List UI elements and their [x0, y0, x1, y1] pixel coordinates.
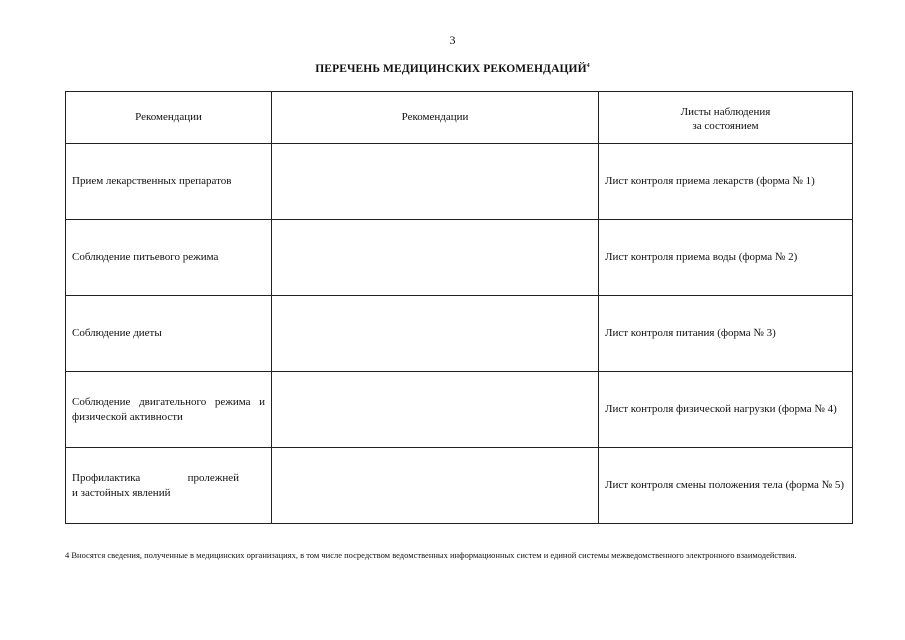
header-recommendations: Рекомендации: [66, 92, 272, 144]
recommendations-table: [65, 91, 853, 524]
details-cell: [272, 372, 599, 448]
table-row: [66, 144, 853, 220]
recommendation-cell: Прием лекарственных препаратов: [66, 144, 272, 220]
recommendation-cell: Соблюдение двигательного режима и физической активности: [66, 372, 272, 448]
details-cell: [272, 144, 599, 220]
details-cell: [272, 296, 599, 372]
details-cell: [272, 220, 599, 296]
title-footnote-mark: 4: [586, 63, 590, 70]
table-row: [66, 448, 853, 524]
table-header-row: [66, 92, 853, 144]
observation-sheet-cell: Лист контроля приема воды (форма № 2): [599, 220, 853, 296]
header-recommendations-details: Рекомендации: [272, 92, 599, 144]
table-row: [66, 296, 853, 372]
table-row: [66, 372, 853, 448]
header-observation-sheets-line1: Листы наблюдения: [680, 105, 771, 118]
observation-sheet-cell: Лист контроля физической нагрузки (форма № 4): [599, 372, 853, 448]
details-cell: [272, 448, 599, 524]
observation-sheet-cell: Лист контроля смены положения тела (форма № 5): [599, 448, 853, 524]
recommendation-line: Профилактика пролежней: [72, 471, 239, 484]
recommendation-line: и застойных явлений: [72, 486, 171, 499]
recommendation-cell: Соблюдение питьевого режима: [66, 220, 272, 296]
page-number: 3: [449, 33, 456, 47]
recommendation-cell: Соблюдение диеты: [66, 296, 272, 372]
recommendation-cell: [66, 448, 272, 524]
header-observation-sheets-line2: за состоянием: [692, 119, 759, 132]
header-observation-sheets: [599, 92, 853, 144]
table-row: [66, 220, 853, 296]
page-title-text: ПЕРЕЧЕНЬ МЕДИЦИНСКИХ РЕКОМЕНДАЦИЙ: [315, 63, 587, 75]
observation-sheet-cell: Лист контроля приема лекарств (форма № 1): [599, 144, 853, 220]
observation-sheet-cell: Лист контроля питания (форма № 3): [599, 296, 853, 372]
page-title: [0, 63, 905, 75]
footnote: 4 Вносятся сведения, полученные в медицинских организациях, в том числе посредством ведомственных информационных систем и единой системы межведомственного электронного взаимодействия.: [65, 550, 797, 560]
